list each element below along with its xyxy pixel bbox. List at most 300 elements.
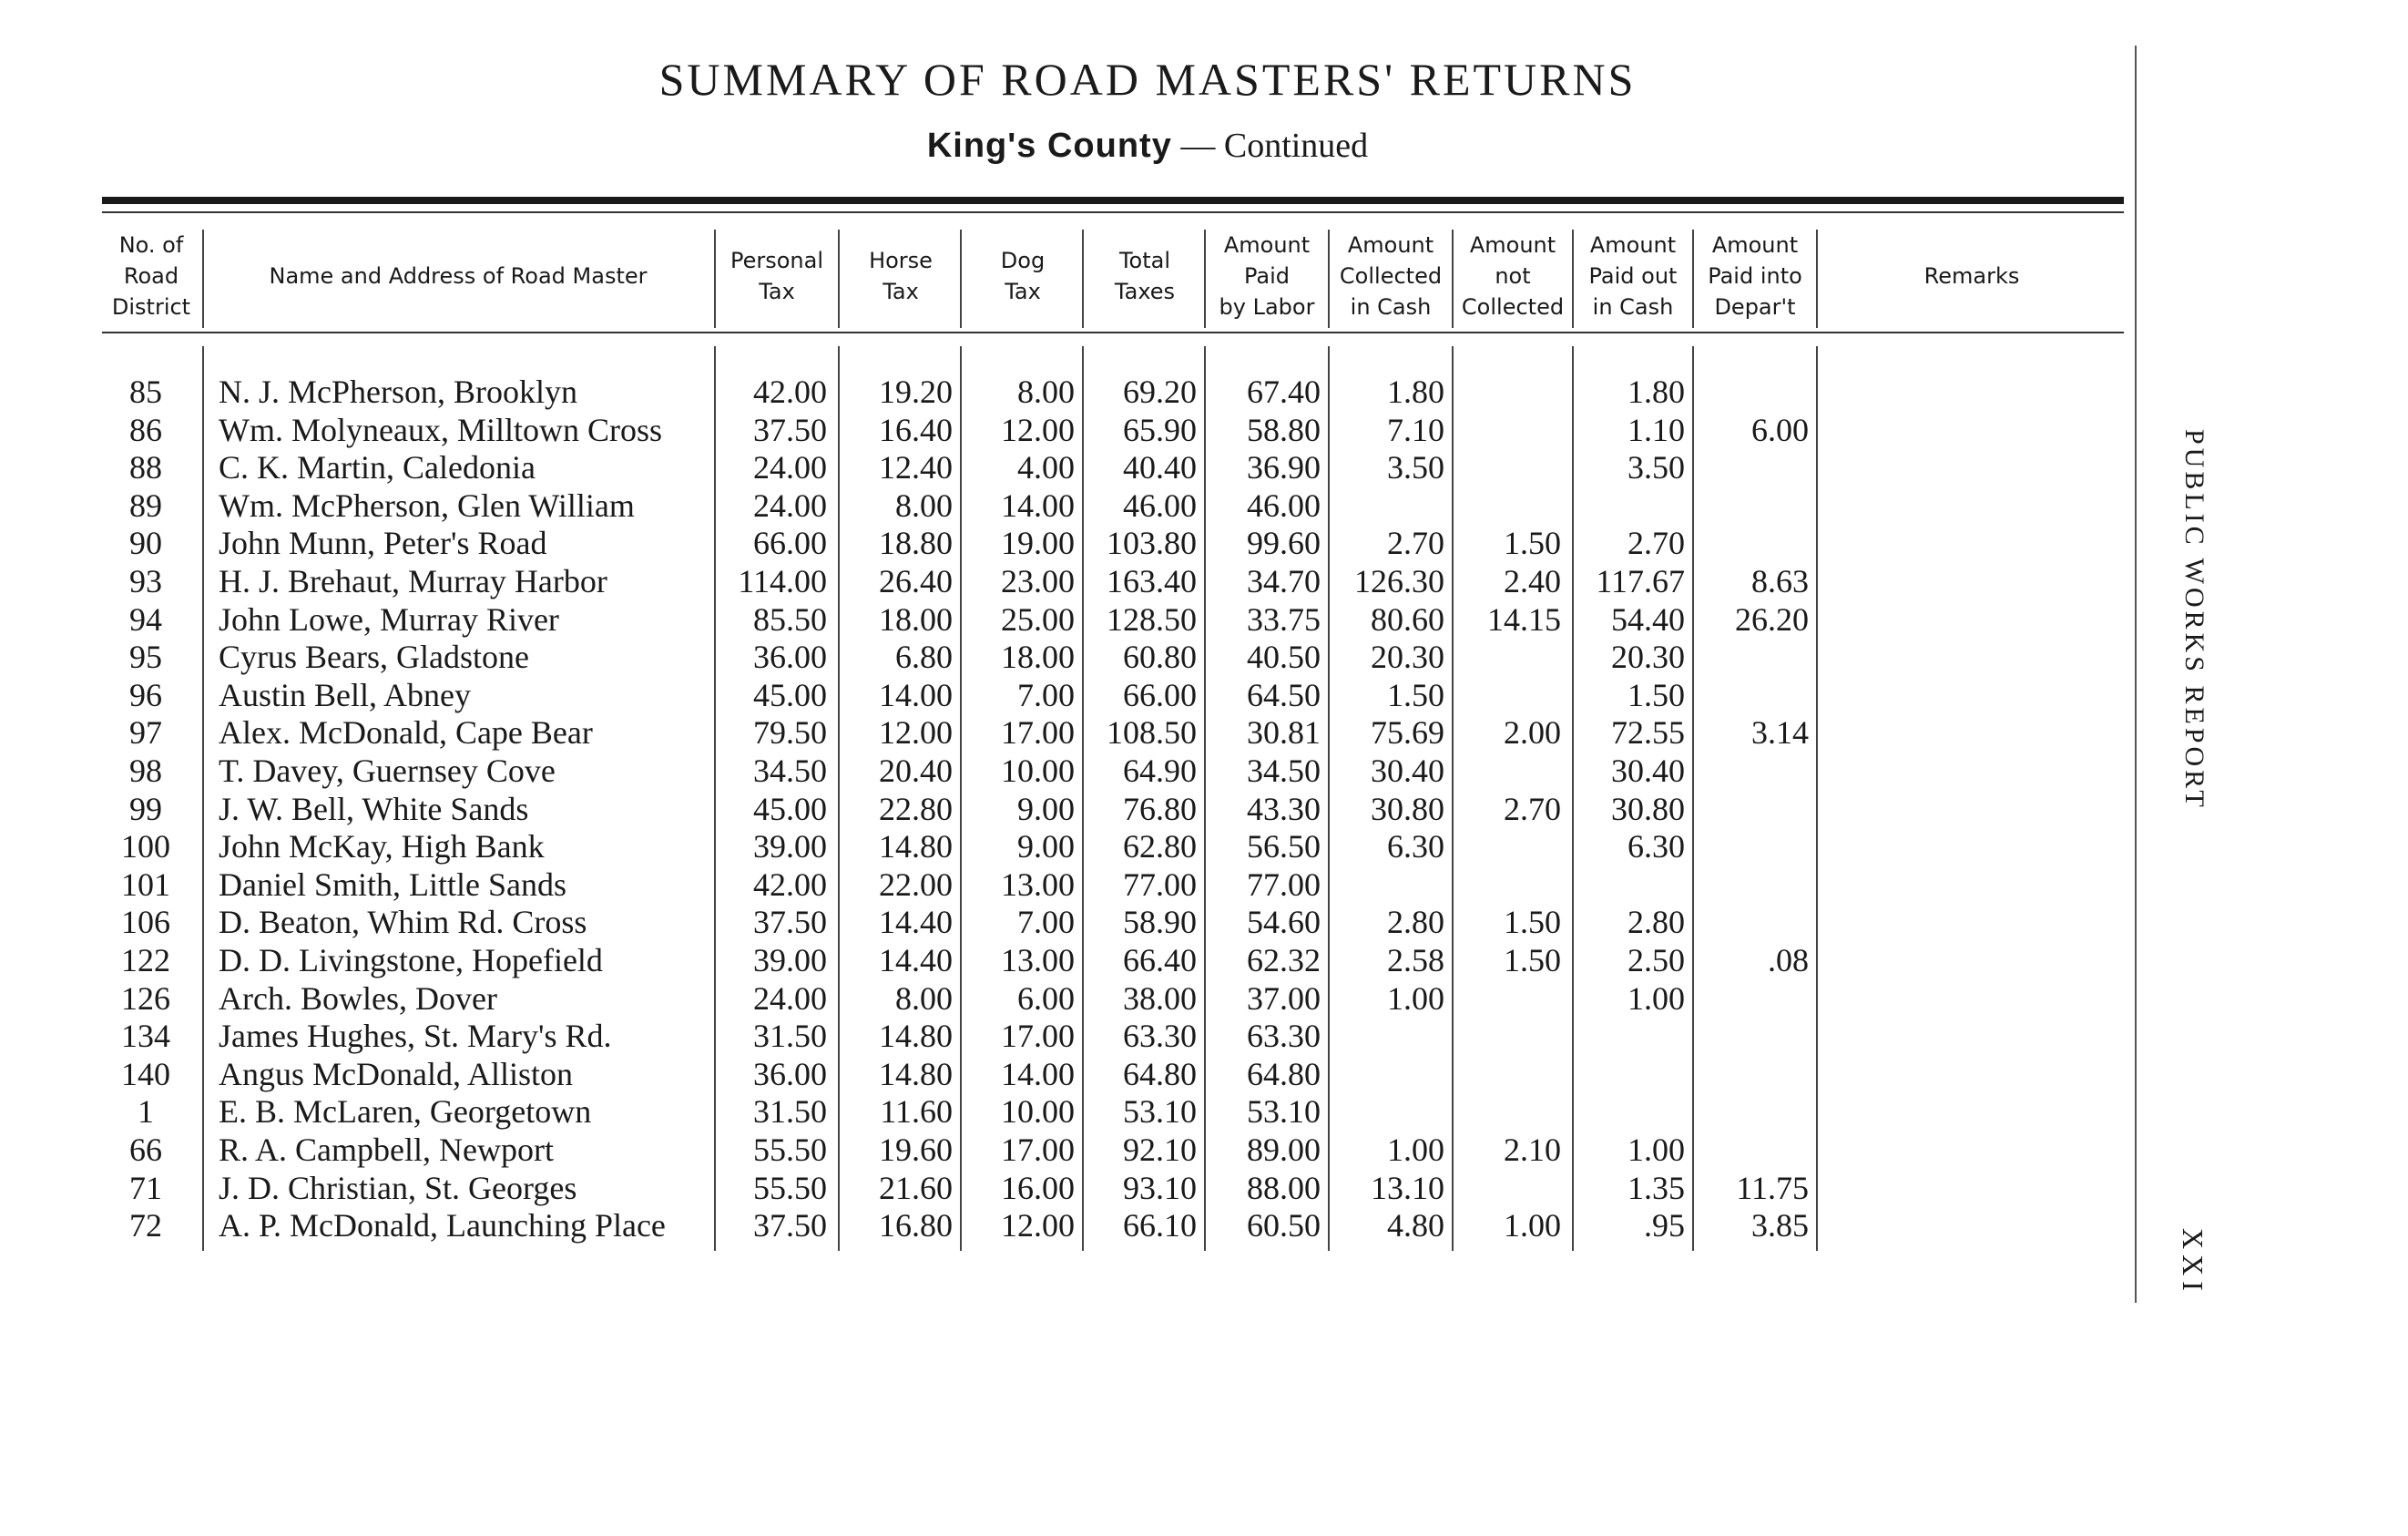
cell-dept (1694, 753, 1809, 790)
cell-dog: 9.00 (1017, 828, 1075, 865)
cell-total: 77.00 (1123, 865, 1197, 903)
cell-horse: 19.20 (879, 374, 953, 410)
cell-notcol (1454, 639, 1561, 676)
cell-district: 89 (129, 486, 162, 524)
cell-remarks (1829, 866, 2129, 904)
cell-horse: 16.40 (879, 411, 953, 448)
cell-paidout (1570, 1056, 1685, 1093)
cell-labor: 54.60 (1247, 904, 1321, 941)
cell-labor: 37.00 (1247, 979, 1321, 1017)
cell-dog: 12.00 (1001, 411, 1075, 448)
cell-dept: 3.85 (1751, 1207, 1809, 1244)
cell-labor: 67.40 (1247, 374, 1321, 410)
cell-notcol (1454, 828, 1561, 865)
cell-paidout: 30.40 (1611, 753, 1685, 789)
table-row (0, 677, 2186, 714)
cell-dept (1694, 980, 1809, 1018)
cell-remarks (1829, 1132, 2129, 1169)
table-row (0, 753, 2186, 790)
cell-dog: 9.00 (1017, 790, 1075, 827)
cell-horse: 14.80 (879, 1055, 953, 1092)
header-divider (1204, 230, 1206, 328)
cell-name: John McKay, High Bank (219, 828, 545, 865)
cell-paidout: 6.30 (1627, 828, 1685, 865)
header-divider (838, 230, 840, 328)
table-row (0, 563, 2186, 600)
cell-district: 88 (129, 449, 162, 486)
cell-district: 99 (129, 790, 162, 827)
cell-notcol: 1.50 (1504, 942, 1561, 978)
cell-notcol (1454, 980, 1561, 1018)
cell-total: 40.40 (1123, 449, 1197, 486)
cell-dog: 4.00 (1017, 449, 1075, 486)
cell-personal: 37.50 (753, 904, 827, 941)
cell-paidout: 1.50 (1627, 676, 1685, 713)
cell-dept (1694, 677, 1809, 714)
cell-total: 66.00 (1123, 676, 1197, 713)
cell-district: 66 (129, 1132, 162, 1168)
cell-remarks (1829, 601, 2129, 639)
cell-dog: 17.00 (1001, 714, 1075, 752)
cell-dept (1694, 487, 1809, 525)
cell-horse: 6.80 (895, 639, 953, 676)
header-divider (714, 230, 716, 328)
cell-dog: 16.00 (1001, 1169, 1075, 1206)
cell-dog: 19.00 (1001, 525, 1075, 562)
cell-dog: 23.00 (1001, 563, 1075, 599)
cell-district: 72 (129, 1207, 162, 1244)
cell-labor: 99.60 (1247, 525, 1321, 562)
header-divider (1328, 230, 1330, 328)
cell-dept (1694, 374, 1809, 411)
cell-dog: 6.00 (1017, 979, 1075, 1017)
cell-total: 76.80 (1123, 790, 1197, 827)
cell-name: Wm. McPherson, Glen William (219, 486, 635, 524)
cell-notcol: 14.15 (1487, 600, 1561, 638)
cell-notcol (1454, 866, 1561, 904)
cell-horse: 12.00 (879, 714, 953, 752)
table-row (0, 828, 2186, 865)
cell-paidout: 1.35 (1627, 1169, 1685, 1206)
cell-remarks (1829, 1170, 2129, 1207)
cell-district: 90 (129, 525, 162, 562)
cell-dog: 7.00 (1017, 676, 1075, 713)
cell-dept (1694, 1018, 1809, 1055)
cell-personal: 55.50 (753, 1132, 827, 1168)
cell-notcol (1454, 374, 1561, 411)
cell-personal: 66.00 (753, 525, 827, 562)
header-total: Total Taxes (1114, 248, 1176, 304)
table-row (0, 1018, 2186, 1055)
cell-remarks (1829, 942, 2129, 979)
cell-cash: 126.30 (1354, 563, 1444, 599)
county-name: King's County (926, 127, 1172, 165)
cell-dog: 18.00 (1001, 639, 1075, 676)
cell-dept (1694, 866, 1809, 904)
cell-cash: 3.50 (1387, 449, 1444, 486)
cell-paidout: 20.30 (1611, 639, 1685, 676)
cell-horse: 8.00 (895, 486, 953, 524)
cell-dog: 25.00 (1001, 600, 1075, 638)
cell-cash: 30.80 (1371, 790, 1444, 827)
header-divider (1692, 230, 1694, 328)
cell-dept: 11.75 (1736, 1169, 1809, 1206)
cell-remarks (1829, 374, 2129, 411)
header-personal: Personal Tax (730, 248, 824, 304)
table-row (0, 1132, 2186, 1169)
cell-horse: 8.00 (895, 979, 953, 1017)
cell-horse: 16.80 (879, 1207, 953, 1244)
cell-district: 134 (121, 1018, 170, 1055)
cell-paidout: 54.40 (1611, 600, 1685, 638)
cell-total: 66.40 (1123, 942, 1197, 978)
cell-labor: 77.00 (1247, 865, 1321, 903)
cell-labor: 60.50 (1247, 1207, 1321, 1244)
cell-horse: 14.80 (879, 828, 953, 865)
page-subtitle (100, 126, 2195, 166)
cell-district: 126 (121, 979, 170, 1017)
cell-remarks (1829, 563, 2129, 600)
cell-dog: 7.00 (1017, 904, 1075, 941)
cell-district: 1 (138, 1093, 154, 1131)
cell-paidout: 1.10 (1627, 411, 1685, 448)
cell-name: Arch. Bowles, Dover (219, 979, 497, 1017)
table-row (0, 942, 2186, 979)
header-dog: Dog Tax (1000, 248, 1046, 304)
cell-horse: 12.40 (879, 449, 953, 486)
cell-remarks (1829, 487, 2129, 525)
cell-personal: 24.00 (753, 979, 827, 1017)
cell-notcol: 2.40 (1504, 563, 1561, 599)
header-name: Name and Address of Road Master (269, 263, 648, 289)
cell-name: Daniel Smith, Little Sands (219, 865, 566, 903)
cell-name: Angus McDonald, Alliston (219, 1055, 574, 1092)
cell-total: 108.50 (1107, 714, 1197, 752)
cell-district: 85 (129, 374, 162, 410)
header-divider (960, 230, 962, 328)
cell-total: 92.10 (1123, 1132, 1197, 1168)
cell-remarks (1829, 1207, 2129, 1244)
cell-notcol: 2.00 (1504, 714, 1561, 752)
cell-cash (1330, 1018, 1444, 1055)
cell-personal: 45.00 (753, 676, 827, 713)
table-row (0, 487, 2186, 525)
cell-personal: 31.50 (753, 1093, 827, 1131)
header-divider (202, 230, 204, 328)
cell-labor: 34.70 (1247, 563, 1321, 599)
cell-cash: 20.30 (1371, 639, 1444, 676)
cell-horse: 14.40 (879, 942, 953, 978)
cell-notcol: 1.50 (1504, 904, 1561, 941)
table-row (0, 449, 2186, 486)
cell-dog: 14.00 (1001, 1055, 1075, 1092)
table-row (0, 1056, 2186, 1093)
cell-dept (1694, 525, 1809, 562)
cell-labor: 62.32 (1247, 942, 1321, 978)
cell-cash: 30.40 (1371, 753, 1444, 789)
cell-personal: 39.00 (753, 942, 827, 978)
cell-total: 163.40 (1107, 563, 1197, 599)
cell-district: 86 (129, 411, 162, 448)
cell-name: J. D. Christian, St. Georges (219, 1169, 577, 1206)
cell-name: A. P. McDonald, Launching Place (219, 1207, 666, 1244)
cell-paidout: 117.67 (1596, 563, 1685, 599)
header-cash: Amount Collected in Cash (1339, 232, 1443, 320)
cell-district: 122 (121, 942, 170, 978)
table-row (0, 1170, 2186, 1207)
table-row (0, 639, 2186, 676)
cell-dog: 13.00 (1001, 865, 1075, 903)
cell-notcol: 2.70 (1504, 790, 1561, 827)
cell-total: 53.10 (1123, 1093, 1197, 1131)
cell-dept (1694, 1093, 1809, 1131)
cell-labor: 33.75 (1247, 600, 1321, 638)
cell-total: 65.90 (1123, 411, 1197, 448)
cell-total: 69.20 (1123, 374, 1197, 410)
header-divider (1452, 230, 1454, 328)
cell-personal: 36.00 (753, 1055, 827, 1092)
cell-notcol (1454, 1018, 1561, 1055)
cell-district: 98 (129, 753, 162, 789)
cell-horse: 22.80 (879, 790, 953, 827)
cell-labor: 58.80 (1247, 411, 1321, 448)
table-row (0, 904, 2186, 941)
cell-name: T. Davey, Guernsey Cove (219, 753, 556, 789)
header-labor: Amount Paid by Labor (1219, 232, 1315, 320)
cell-horse: 20.40 (879, 753, 953, 789)
cell-cash (1330, 1093, 1444, 1131)
cell-personal: 42.00 (753, 865, 827, 903)
cell-labor: 46.00 (1247, 486, 1321, 524)
continued-label: — Continued (1180, 127, 1369, 165)
cell-name: D. D. Livingstone, Hopefield (219, 942, 603, 978)
cell-total: 60.80 (1123, 639, 1197, 676)
cell-dept: 26.20 (1735, 600, 1809, 638)
cell-personal: 114.00 (738, 563, 827, 599)
cell-dog: 8.00 (1017, 374, 1075, 410)
cell-name: D. Beaton, Whim Rd. Cross (219, 904, 587, 941)
header-dept: Amount Paid into Depar't (1708, 232, 1802, 320)
cell-paidout: 1.80 (1627, 374, 1685, 410)
cell-labor: 30.81 (1247, 714, 1321, 752)
cell-district: 93 (129, 563, 162, 599)
cell-total: 103.80 (1107, 525, 1197, 562)
cell-total: 128.50 (1107, 600, 1197, 638)
cell-horse: 14.40 (879, 904, 953, 941)
cell-cash: 1.50 (1387, 676, 1444, 713)
cell-labor: 63.30 (1247, 1018, 1321, 1055)
cell-district: 140 (121, 1055, 170, 1092)
cell-remarks (1829, 714, 2129, 752)
cell-paidout: 1.00 (1627, 979, 1685, 1017)
cell-horse: 21.60 (879, 1169, 953, 1206)
cell-horse: 14.00 (879, 676, 953, 713)
cell-cash: 1.80 (1387, 374, 1444, 410)
cell-remarks (1829, 1018, 2129, 1055)
cell-horse: 14.80 (879, 1018, 953, 1055)
cell-personal: 37.50 (753, 1207, 827, 1244)
table-row (0, 714, 2186, 752)
cell-dept (1694, 828, 1809, 865)
cell-labor: 89.00 (1247, 1132, 1321, 1168)
cell-cash: 2.58 (1387, 942, 1444, 978)
cell-remarks (1829, 791, 2129, 828)
header-divider (1082, 230, 1084, 328)
cell-district: 71 (129, 1169, 162, 1206)
cell-horse: 18.80 (879, 525, 953, 562)
cell-remarks (1829, 449, 2129, 486)
cell-paidout (1570, 1018, 1685, 1055)
cell-paidout: 72.55 (1611, 714, 1685, 752)
header-bottom-rule (102, 332, 2124, 333)
cell-personal: 37.50 (753, 411, 827, 448)
cell-remarks (1829, 753, 2129, 790)
cell-notcol (1454, 1056, 1561, 1093)
cell-remarks (1829, 677, 2129, 714)
table-row (0, 1093, 2186, 1131)
cell-labor: 43.30 (1247, 790, 1321, 827)
cell-district: 95 (129, 639, 162, 676)
cell-total: 38.00 (1123, 979, 1197, 1017)
cell-cash: 13.10 (1371, 1169, 1444, 1206)
cell-name: Austin Bell, Abney (219, 676, 471, 713)
cell-name: N. J. McPherson, Brooklyn (219, 374, 577, 410)
header-rule-thick (102, 197, 2124, 204)
header-divider (1572, 230, 1574, 328)
cell-personal: 36.00 (753, 639, 827, 676)
cell-name: Alex. McDonald, Cape Bear (219, 714, 593, 752)
page-title: SUMMARY OF ROAD MASTERS' RETURNS (658, 54, 1637, 105)
margin-rule (2135, 46, 2137, 1303)
cell-personal: 24.00 (753, 486, 827, 524)
cell-personal: 79.50 (753, 714, 827, 752)
cell-personal: 42.00 (753, 374, 827, 410)
cell-remarks (1829, 1056, 2129, 1093)
cell-horse: 19.60 (879, 1132, 953, 1168)
cell-paidout (1570, 487, 1685, 525)
cell-notcol (1454, 753, 1561, 790)
cell-cash (1330, 866, 1444, 904)
cell-total: 46.00 (1123, 486, 1197, 524)
table-row (0, 791, 2186, 828)
cell-horse: 11.60 (880, 1093, 953, 1131)
cell-district: 106 (121, 904, 170, 941)
cell-labor: 40.50 (1247, 639, 1321, 676)
cell-dept (1694, 449, 1809, 486)
cell-labor: 64.50 (1247, 676, 1321, 713)
cell-dept: .08 (1768, 942, 1809, 978)
cell-dog: 12.00 (1001, 1207, 1075, 1244)
cell-name: Cyrus Bears, Gladstone (219, 639, 529, 676)
cell-paidout (1570, 1093, 1685, 1131)
cell-dept (1694, 904, 1809, 941)
cell-cash (1330, 487, 1444, 525)
cell-personal: 45.00 (753, 790, 827, 827)
cell-horse: 18.00 (879, 600, 953, 638)
cell-cash: 7.10 (1387, 411, 1444, 448)
cell-district: 96 (129, 676, 162, 713)
cell-name: J. W. Bell, White Sands (219, 790, 529, 827)
cell-remarks (1829, 980, 2129, 1018)
cell-cash: 80.60 (1371, 600, 1444, 638)
cell-notcol: 1.00 (1504, 1207, 1561, 1244)
cell-cash: 4.80 (1387, 1207, 1444, 1244)
cell-cash: 1.00 (1387, 979, 1444, 1017)
page-number: XXI (2177, 1227, 2209, 1296)
header-rule-thin (102, 211, 2124, 213)
cell-paidout: 1.00 (1627, 1132, 1685, 1168)
cell-total: 63.30 (1123, 1018, 1197, 1055)
cell-notcol: 1.50 (1504, 525, 1561, 562)
cell-paidout (1570, 866, 1685, 904)
cell-notcol (1454, 449, 1561, 486)
cell-name: John Lowe, Murray River (219, 600, 559, 638)
cell-dept (1694, 1056, 1809, 1093)
cell-notcol (1454, 412, 1561, 449)
header-horse: Horse Tax (869, 248, 933, 304)
header-district: No. of Road District (111, 232, 191, 320)
cell-remarks (1829, 639, 2129, 676)
cell-paidout: 2.80 (1627, 904, 1685, 941)
cell-paidout: 30.80 (1611, 790, 1685, 827)
cell-paidout: 2.70 (1627, 525, 1685, 562)
cell-notcol (1454, 1093, 1561, 1131)
table-row (0, 525, 2186, 562)
cell-total: 64.90 (1123, 753, 1197, 789)
cell-name: James Hughes, St. Mary's Rd. (219, 1018, 612, 1055)
table-row (0, 866, 2186, 904)
cell-cash: 2.70 (1387, 525, 1444, 562)
header-remarks: Remarks (1923, 263, 2020, 289)
cell-paidout: 2.50 (1627, 942, 1685, 978)
cell-dog: 10.00 (1001, 1093, 1075, 1131)
cell-total: 64.80 (1123, 1055, 1197, 1092)
cell-name: H. J. Brehaut, Murray Harbor (219, 563, 607, 599)
cell-dog: 10.00 (1001, 753, 1075, 789)
cell-dept (1694, 1132, 1809, 1169)
cell-name: Wm. Molyneaux, Milltown Cross (219, 411, 662, 448)
header-paidout: Amount Paid out in Cash (1588, 232, 1678, 320)
cell-remarks (1829, 1093, 2129, 1131)
cell-total: 58.90 (1123, 904, 1197, 941)
table-row (0, 980, 2186, 1018)
cell-notcol (1454, 1170, 1561, 1207)
cell-cash: 2.80 (1387, 904, 1444, 941)
cell-dept: 3.14 (1751, 714, 1809, 752)
cell-labor: 56.50 (1247, 828, 1321, 865)
cell-horse: 22.00 (879, 865, 953, 903)
cell-name: E. B. McLaren, Georgetown (219, 1093, 592, 1131)
cell-name: C. K. Martin, Caledonia (219, 449, 536, 486)
cell-cash: 6.30 (1387, 828, 1444, 865)
cell-dog: 17.00 (1001, 1018, 1075, 1055)
cell-remarks (1829, 828, 2129, 865)
cell-district: 100 (121, 828, 170, 865)
cell-remarks (1829, 904, 2129, 941)
cell-district: 101 (121, 865, 170, 903)
header-notcol: Amount not Collected (1461, 232, 1565, 320)
cell-name: John Munn, Peter's Road (219, 525, 547, 562)
cell-cash: 1.00 (1387, 1132, 1444, 1168)
header-divider (1816, 230, 1818, 328)
cell-labor: 34.50 (1247, 753, 1321, 789)
cell-name: R. A. Campbell, Newport (219, 1132, 554, 1168)
cell-dog: 13.00 (1001, 942, 1075, 978)
cell-personal: 24.00 (753, 449, 827, 486)
table-row (0, 601, 2186, 639)
cell-personal: 55.50 (753, 1169, 827, 1206)
cell-cash: 75.69 (1371, 714, 1444, 752)
